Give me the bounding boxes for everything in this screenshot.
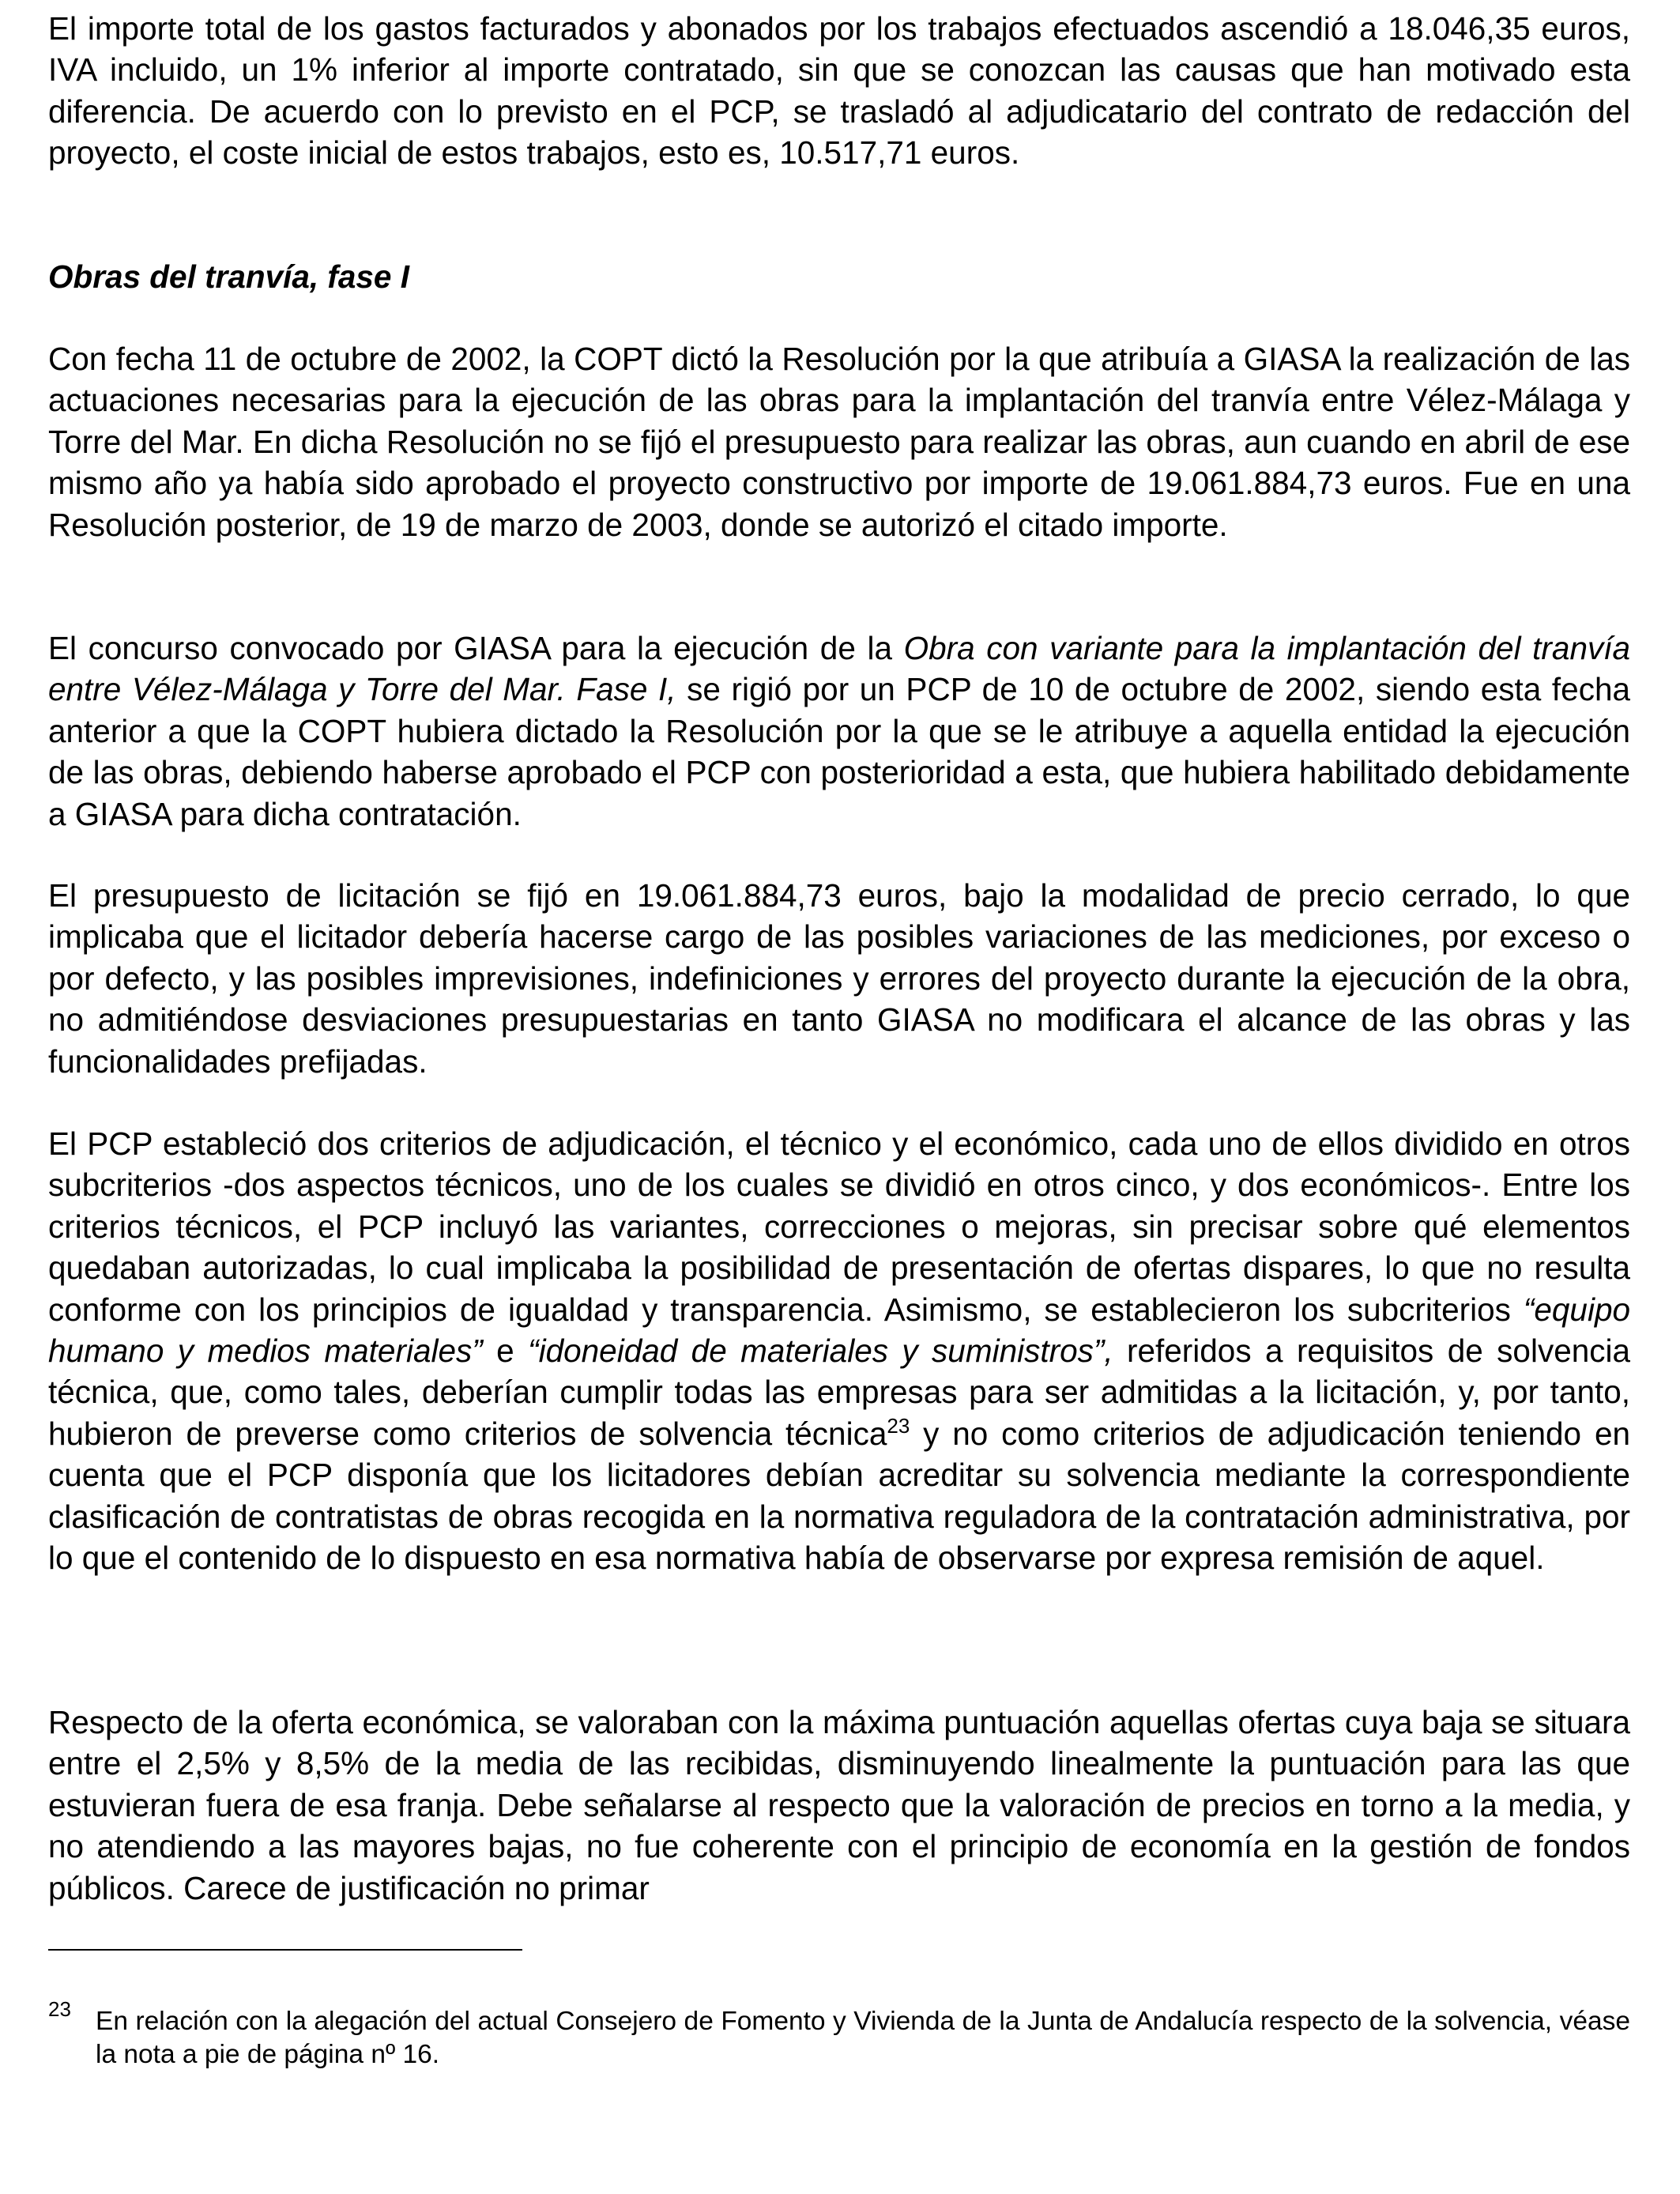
document-page xyxy=(48,0,1630,2194)
paragraph: El importe total de los gastos facturados y abonados por los trabajos efectuados ascendió a 18.046,35 euros, IVA incluido, un 1% inferior al importe contratado, sin que se conozcan las causas que han motivado esta diferencia. De acuerdo con lo previsto en el PCP, se trasladó al adjudicatario del contrato de redacción del proyecto, el coste inicial de estos trabajos, esto es, 10.517,71 euros. xyxy=(48,10,1630,172)
footnote xyxy=(48,1997,1630,2071)
paragraph: Respecto de la oferta económica, se valoraban con la máxima puntuación aquellas ofertas cuya baja se situara entre el 2,5% y 8,5% de la media de las recibidas, disminuyendo linealmente la puntuación para las que estuvieran fuera de esa franja. Debe señalarse al respecto que la valoración de precios en torno a la media, y no atendiendo a las mayores bajas, no fue coherente con el principio de economía en la gestión de fondos públicos. Carece de justificación no primar xyxy=(48,1704,1630,1906)
footnote-text: En relación con la alegación del actual Consejero de Fomento y Vivienda de la Junta de Andalucía respecto de la solvencia, véase la nota a pie de página nº 16. xyxy=(96,2007,1630,2069)
section-heading: Obras del tranvía, fase I xyxy=(48,258,409,295)
paragraph-text: y no como criterios de adjudicación teniendo en cuenta que el PCP disponía que los licitadores debían acreditar su solvencia mediante la correspondiente clasificación de contratistas de obras recogida en la normativa reguladora de la contratación administrativa, por lo que el contenido de lo dispuesto en esa normativa había de observarse por expresa remisión de aquel. xyxy=(48,1415,1630,1577)
paragraph: Con fecha 11 de octubre de 2002, la COPT dictó la Resolución por la que atribuía a GIASA la realización de las actuaciones necesarias para la ejecución de las obras para la implantación del tranvía entre Vélez-Málaga y Torre del Mar. En dicha Resolución no se fijó el presupuesto para realizar las obras, aun cuando en abril de ese mismo año ya había sido aprobado el proyecto constructivo por importe de 19.061.884,73 euros. Fue en una Resolución posterior, de 19 de marzo de 2003, donde se autorizó el citado importe. xyxy=(48,341,1630,543)
work-title: Obra con variante para la implantación del tranvía entre Vélez-Málaga y Torre del Mar. Fase I, xyxy=(48,630,1630,708)
footnote-reference[interactable]: 23 xyxy=(887,1413,910,1438)
paragraph-text: se rigió por un PCP de 10 de octubre de 2002, siendo esta fecha anterior a que la COPT hubiera dictado la Resolución por la que se le atribuye a aquella entidad la ejecución de las obras, debiendo haberse aprobado el PCP con posterioridad a esta, que hubiera habilitado debidamente a GIASA para dicha contratación. xyxy=(48,671,1630,832)
paragraph xyxy=(48,1123,1630,1578)
paragraph-text: referidos a requisitos de solvencia técnica, que, como tales, deberían cumplir todas las empresas para ser admitidas a la licitación, y, por tanto, hubieron de preverse como criterios de solvencia técnica xyxy=(48,1333,1631,1452)
paragraph-text: e xyxy=(482,1333,529,1370)
quoted-subcriterion: “idoneidad de materiales y suministros”, xyxy=(528,1333,1113,1370)
footnote-separator xyxy=(48,1949,522,1951)
paragraph xyxy=(48,628,1630,835)
paragraph-text: El concurso convocado por GIASA para la ejecución de la xyxy=(48,630,904,666)
footnote-number: 23 xyxy=(48,1997,71,2021)
paragraph-text: El PCP estableció dos criterios de adjudicación, el técnico y el económico, cada uno de ellos dividido en otros subcriterios -dos aspectos técnicos, uno de los cuales se dividió en otros cinco, y dos económicos-. Entre los criterios técnicos, el PCP incluyó las variantes, correcciones o mejoras, sin precisar sobre qué elementos quedaban autorizadas, lo cual implicaba la posibilidad de presentación de ofertas dispares, lo que no resulta conforme con los principios de igualdad y transparencia. Asimismo, se establecieron los subcriterios xyxy=(48,1125,1630,1328)
quoted-subcriterion: “equipo humano y medios materiales” xyxy=(48,1291,1630,1370)
paragraph: El presupuesto de licitación se fijó en 19.061.884,73 euros, bajo la modalidad de precio cerrado, lo que implicaba que el licitador debería hacerse cargo de las posibles variaciones de las mediciones, por exceso o por defecto, y las posibles imprevisiones, indefiniciones y errores del proyecto durante la ejecución de la obra, no admitiéndose desviaciones presupuestarias en tanto GIASA no modificara el alcance de las obras y las funcionalidades prefijadas. xyxy=(48,877,1630,1080)
